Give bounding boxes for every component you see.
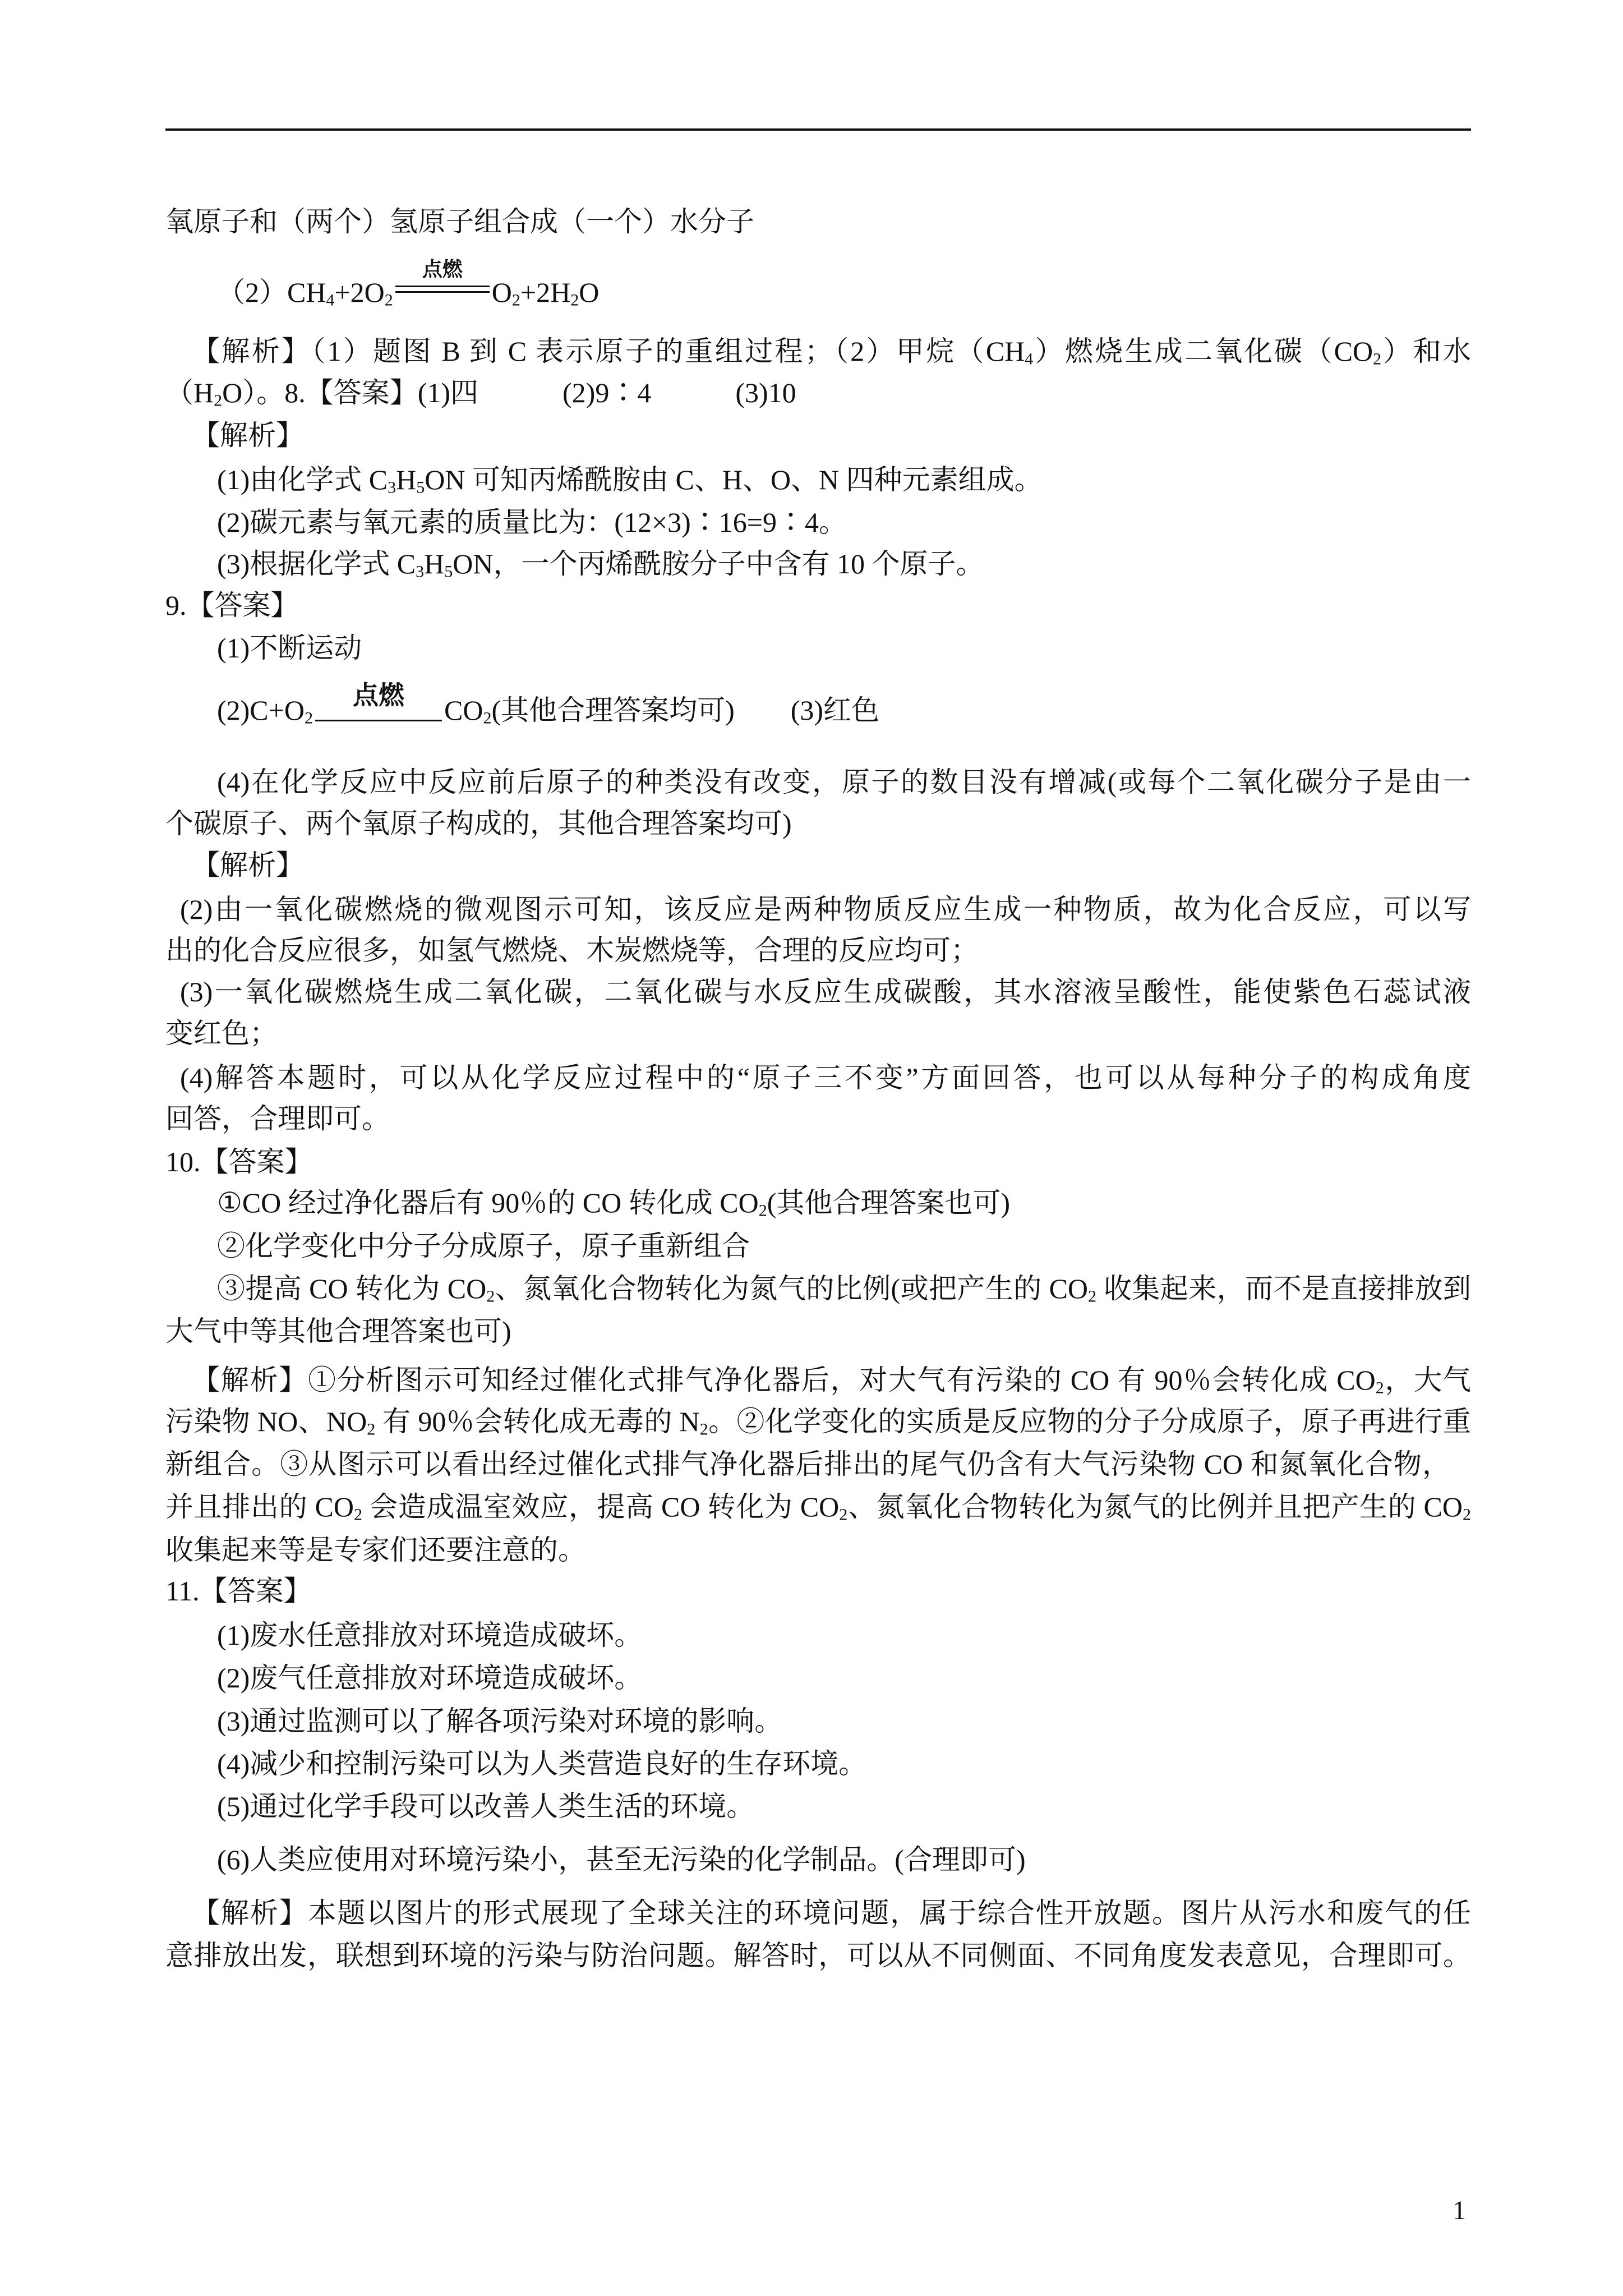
subscript: 2 bbox=[367, 1420, 376, 1439]
text-run: 10.【答案】 bbox=[165, 1146, 313, 1177]
text-run: 收集起来等是专家们还要注意的。 bbox=[165, 1534, 586, 1566]
subscript: 2 bbox=[570, 291, 579, 310]
subscript: 2 bbox=[483, 708, 492, 728]
text-line bbox=[165, 205, 754, 238]
text-line bbox=[217, 1618, 642, 1652]
text-line bbox=[165, 1102, 390, 1135]
text-run: 收集起来，而不是直接排放到 bbox=[1096, 1273, 1472, 1304]
text-run: (1)不断运动 bbox=[217, 632, 362, 664]
text-run: （H bbox=[165, 377, 214, 408]
text-run: (6)人类应使用对环境污染小，甚至无污染的化学制品。(合理即可) bbox=[217, 1844, 1026, 1875]
text-run: 出的化合反应很多，如氢气燃烧、木炭燃烧等，合理的反应均可； bbox=[165, 935, 979, 966]
text-run: +2O bbox=[334, 277, 385, 308]
text-run: O）。8.【答案】(1)四 (2)9∶4 (3)10 bbox=[222, 377, 796, 408]
text-run: ①CO 经过净化器后有 90％的 CO 转化成 CO bbox=[217, 1187, 759, 1218]
question-heading bbox=[165, 588, 299, 622]
text-run: 、氮氧化合物转化为氮气的比例并且把产生的 CO bbox=[847, 1491, 1463, 1522]
section-label bbox=[192, 418, 304, 452]
text-run: +2H bbox=[520, 277, 571, 308]
text-run: ON，一个丙烯酰胺分子中含有 10 个原子。 bbox=[453, 548, 984, 579]
text-run: ，大气 bbox=[1384, 1364, 1472, 1396]
subscript: 2 bbox=[214, 391, 223, 410]
text-line bbox=[217, 1843, 1026, 1876]
text-run: 【解析】（1）题图 B 到 C 表示原子的重组过程；（2）甲烷（CH bbox=[192, 335, 1025, 367]
page-number: 1 bbox=[1453, 2196, 1466, 2225]
text-line bbox=[165, 807, 792, 840]
reaction-condition-label: 点燃 bbox=[422, 258, 463, 280]
text-run: ③提高 CO 转化为 CO bbox=[217, 1273, 487, 1304]
text-run: 回答，合理即可。 bbox=[165, 1103, 390, 1134]
text-line bbox=[217, 1661, 642, 1695]
text-run: H bbox=[396, 464, 417, 495]
text-line bbox=[192, 1896, 1471, 1930]
text-run: H bbox=[424, 548, 445, 579]
text-run: 。②化学变化的实质是反应物的分子分成原子，原子再进行重 bbox=[708, 1406, 1472, 1437]
text-line bbox=[217, 765, 1471, 799]
text-run: ②化学变化中分子分成原子，原子重新组合 bbox=[217, 1230, 750, 1262]
text-run: (2)碳元素与氧元素的质量比为：(12×3)∶16=9∶4。 bbox=[217, 507, 847, 538]
text-run: O bbox=[579, 277, 600, 308]
text-run: (5)通过化学手段可以改善人类生活的环境。 bbox=[217, 1791, 755, 1822]
reaction-condition-label: 点燃 bbox=[352, 681, 404, 710]
text-run: 【解析】本题以图片的形式展现了全球关注的环境问题，属于综合性开放题。图片从污水和废气的任 bbox=[192, 1897, 1471, 1929]
text-line bbox=[165, 1490, 1471, 1524]
text-line bbox=[165, 1939, 1471, 1972]
text-run: (2)废气任意排放对环境造成破坏。 bbox=[217, 1662, 643, 1694]
text-run: 【解析】 bbox=[192, 420, 304, 451]
text-run: ）燃烧生成二氧化碳（CO bbox=[1033, 335, 1373, 367]
text-line bbox=[217, 1704, 782, 1738]
subscript: 2 bbox=[699, 1420, 708, 1439]
text-run: 新组合。③从图示可以看出经过催化式排气净化器后排出的尾气仍含有大气污染物 CO 和氮氧化合物， bbox=[165, 1448, 1450, 1480]
text-run: (1)废水任意排放对环境造成破坏。 bbox=[217, 1619, 643, 1651]
subscript: 4 bbox=[1025, 349, 1034, 369]
text-run: (2)C+O bbox=[217, 694, 305, 726]
question-heading bbox=[165, 1145, 313, 1179]
text-run: (其他合理答案也可) bbox=[767, 1187, 1011, 1218]
question-heading bbox=[165, 1574, 312, 1608]
subscript: 5 bbox=[416, 478, 425, 497]
equation-line bbox=[217, 258, 600, 310]
subscript: 2 bbox=[1463, 1505, 1471, 1524]
text-run: （2）CH bbox=[217, 277, 326, 308]
text-line bbox=[217, 463, 1043, 496]
reaction-condition bbox=[395, 258, 490, 302]
text-line bbox=[217, 1789, 754, 1823]
text-line bbox=[180, 892, 1471, 926]
text-run: (2)由一氧化碳燃烧的微观图示可知，该反应是两种物质反应生成一种物质，故为化合反应，可以写 bbox=[180, 894, 1471, 925]
header-rule bbox=[165, 128, 1471, 131]
subscript: 2 bbox=[758, 1201, 767, 1220]
subscript: 2 bbox=[1088, 1287, 1097, 1306]
text-line bbox=[192, 334, 1471, 368]
text-line bbox=[217, 631, 362, 665]
subscript: 5 bbox=[444, 562, 453, 581]
subscript: 2 bbox=[839, 1505, 848, 1524]
text-line bbox=[165, 376, 796, 409]
section-label bbox=[192, 848, 304, 882]
subscript: 2 bbox=[1373, 349, 1382, 369]
text-line bbox=[217, 1186, 1010, 1220]
text-line bbox=[180, 975, 1471, 1009]
subscript: 2 bbox=[304, 708, 313, 728]
text-run: (4)在化学反应中反应前后原子的种类没有改变，原子的数目没有增减(或每个二氧化碳分子是由一 bbox=[217, 766, 1471, 798]
text-run: (1)由化学式 C bbox=[217, 464, 388, 495]
text-run: (4)解答本题时，可以从化学反应过程中的“原子三不变”方面回答，也可以从每种分子的构成角度 bbox=[180, 1062, 1471, 1093]
text-line bbox=[217, 1747, 866, 1780]
text-line bbox=[180, 1061, 1471, 1094]
text-line bbox=[165, 933, 979, 967]
text-line bbox=[217, 1272, 1471, 1305]
text-run: (其他合理答案均可) (3)红色 bbox=[491, 694, 880, 726]
text-line bbox=[165, 1405, 1471, 1438]
text-run: ON 可知丙烯酰胺由 C、H、O、N 四种元素组成。 bbox=[425, 464, 1043, 495]
text-run: 【解析】①分析图示可知经过催化式排气净化器后，对大气有污染的 CO 有 90％会转化成 CO bbox=[192, 1364, 1376, 1396]
subscript: 4 bbox=[326, 291, 335, 310]
text-run: 11.【答案】 bbox=[165, 1575, 312, 1607]
text-run: CO bbox=[444, 694, 483, 726]
subscript: 2 bbox=[384, 291, 393, 310]
subscript: 3 bbox=[388, 478, 396, 497]
text-line bbox=[165, 1533, 586, 1567]
text-line bbox=[192, 1363, 1471, 1397]
text-run: (3)一氧化碳燃烧生成二氧化碳，二氧化碳与水反应生成碳酸，其水溶液呈酸性，能使紫色石蕊试液 bbox=[180, 976, 1471, 1007]
text-run: 会造成温室效应，提高 CO 转化为 CO bbox=[362, 1491, 840, 1522]
text-run: ）和水 bbox=[1381, 335, 1472, 367]
text-line bbox=[217, 505, 847, 539]
subscript: 2 bbox=[353, 1505, 362, 1524]
text-run: O bbox=[491, 277, 512, 308]
text-line bbox=[165, 1447, 1450, 1481]
text-run: 大气中等其他合理答案也可) bbox=[165, 1315, 511, 1347]
subscript: 3 bbox=[416, 562, 425, 581]
subscript: 2 bbox=[1375, 1378, 1384, 1397]
subscript: 2 bbox=[511, 291, 520, 310]
text-run: 有 90％会转化成无毒的 N bbox=[375, 1406, 700, 1437]
text-run: 氧原子和（两个）氢原子组合成（一个）水分子 bbox=[165, 206, 754, 237]
reaction-condition bbox=[315, 681, 442, 720]
text-run: 、氮氧化合物转化为氮气的比例(或把产生的 CO bbox=[495, 1273, 1089, 1304]
subscript: 2 bbox=[486, 1287, 495, 1306]
text-run: (3)根据化学式 C bbox=[217, 548, 416, 579]
text-run: 意排放出发，联想到环境的污染与防治问题。解答时，可以从不同侧面、不同角度发表意见，合理即可。 bbox=[165, 1940, 1471, 1971]
text-run: 变红色； bbox=[165, 1018, 278, 1049]
text-line bbox=[165, 1314, 511, 1348]
text-line bbox=[217, 1229, 750, 1263]
text-run: 9.【答案】 bbox=[165, 590, 299, 621]
equation-line bbox=[217, 681, 880, 728]
text-run: 污染物 NO、NO bbox=[165, 1406, 367, 1437]
text-run: 个碳原子、两个氧原子构成的，其他合理答案均可) bbox=[165, 808, 792, 839]
text-run: 并且排出的 CO bbox=[165, 1491, 354, 1522]
text-line bbox=[165, 1016, 278, 1050]
text-run: (4)减少和控制污染可以为人类营造良好的生存环境。 bbox=[217, 1748, 867, 1779]
text-line bbox=[217, 547, 984, 581]
text-run: (3)通过监测可以了解各项污染对环境的影响。 bbox=[217, 1705, 783, 1737]
text-run: 【解析】 bbox=[192, 849, 304, 881]
